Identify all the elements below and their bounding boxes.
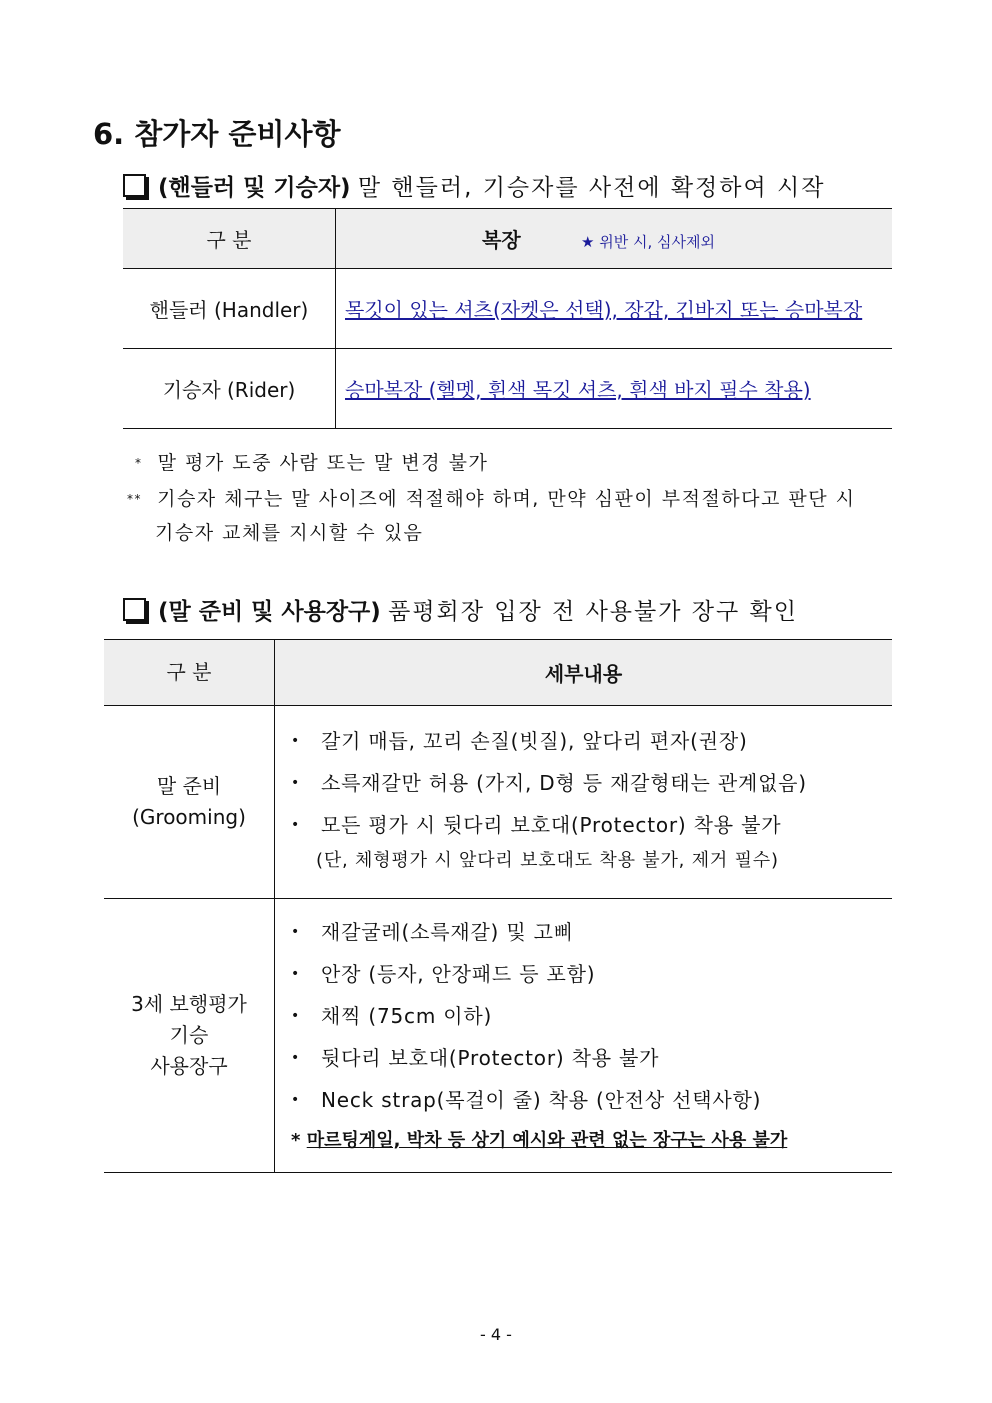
prohibited-note: * 마르팅게일, 박차 등 상기 예시와 관련 없는 장구는 사용 불가 (291, 1130, 788, 1151)
section-text: 말 핸들러, 기승자를 사전에 확정하여 시작 (357, 175, 826, 201)
section-handler-rider (123, 169, 825, 202)
page-title: 6. 참가자 준비사항 (93, 117, 341, 151)
row-label: 기승자 (Rider) (123, 349, 336, 429)
table-row (123, 269, 892, 349)
header-category: 구 분 (104, 640, 275, 706)
table-header-row (123, 209, 892, 269)
list-item: • Neck strap(목걸이 줄) 착용 (안전상 선택사항) (291, 1088, 762, 1112)
grooming-note: (단, 체형평가 시 앞다리 보호대도 착용 불가, 제거 필수) (316, 850, 779, 871)
checkbox-icon (123, 598, 146, 621)
footnote-continuation: 기승자 교체를 지시할 수 있음 (155, 522, 424, 544)
list-item: • 뒷다리 보호대(Protector) 착용 불가 (291, 1046, 660, 1070)
footnote: * 말 평가 도중 사람 또는 말 변경 불가 (135, 452, 489, 474)
list-item: • 재갈굴레(소륵재갈) 및 고삐 (291, 920, 574, 944)
page-number: - 4 - (480, 1325, 512, 1344)
list-item: • 소륵재갈만 허용 (가지, D형 등 재갈형태는 관계없음) (291, 771, 807, 795)
row-value: 승마복장 (헬멧, 흰색 목깃 셔츠, 흰색 바지 필수 착용) (345, 378, 811, 402)
footnote: ** 기승자 체구는 말 사이즈에 적절해야 하며, 만약 심판이 부적절하다고 판단 시 (127, 488, 856, 510)
equipment-table (104, 639, 892, 1173)
row-label: 핸들러 (Handler) (123, 269, 336, 349)
table-row (104, 706, 892, 899)
list-item: • 갈기 매듭, 꼬리 손질(빗질), 앞다리 편자(권장) (291, 729, 748, 753)
checkbox-icon (123, 174, 146, 197)
section-heading: (핸들러 및 기승자) (158, 175, 351, 201)
attire-table (123, 208, 892, 429)
table-row (104, 899, 892, 1173)
grooming-list (291, 720, 892, 846)
row-label: 말 준비 (Grooming) (104, 706, 275, 899)
equipment-list (291, 911, 892, 1121)
header-details: 세부내용 (544, 662, 623, 686)
section-heading: (말 준비 및 사용장구) (158, 599, 381, 625)
list-item: • 채찍 (75cm 이하) (291, 1004, 493, 1028)
list-item: • 안장 (등자, 안장패드 등 포함) (291, 962, 596, 986)
header-category: 구 분 (123, 209, 336, 269)
section-text: 품평회장 입장 전 사용불가 장구 확인 (388, 599, 798, 625)
header-attire: 복장 ★ 위반 시, 심사제외 (482, 228, 715, 252)
table-header-row (104, 640, 892, 706)
row-label: 3세 보행평가 기승 사용장구 (104, 899, 275, 1173)
list-item: • 모든 평가 시 뒷다리 보호대(Protector) 착용 불가 (291, 813, 782, 837)
row-value: 목깃이 있는 셔츠(자켓은 선택), 장갑, 긴바지 또는 승마복장 (345, 298, 863, 322)
section-equipment (123, 593, 798, 626)
violation-note: ★ 위반 시, 심사제외 (581, 233, 715, 251)
table-row (123, 349, 892, 429)
